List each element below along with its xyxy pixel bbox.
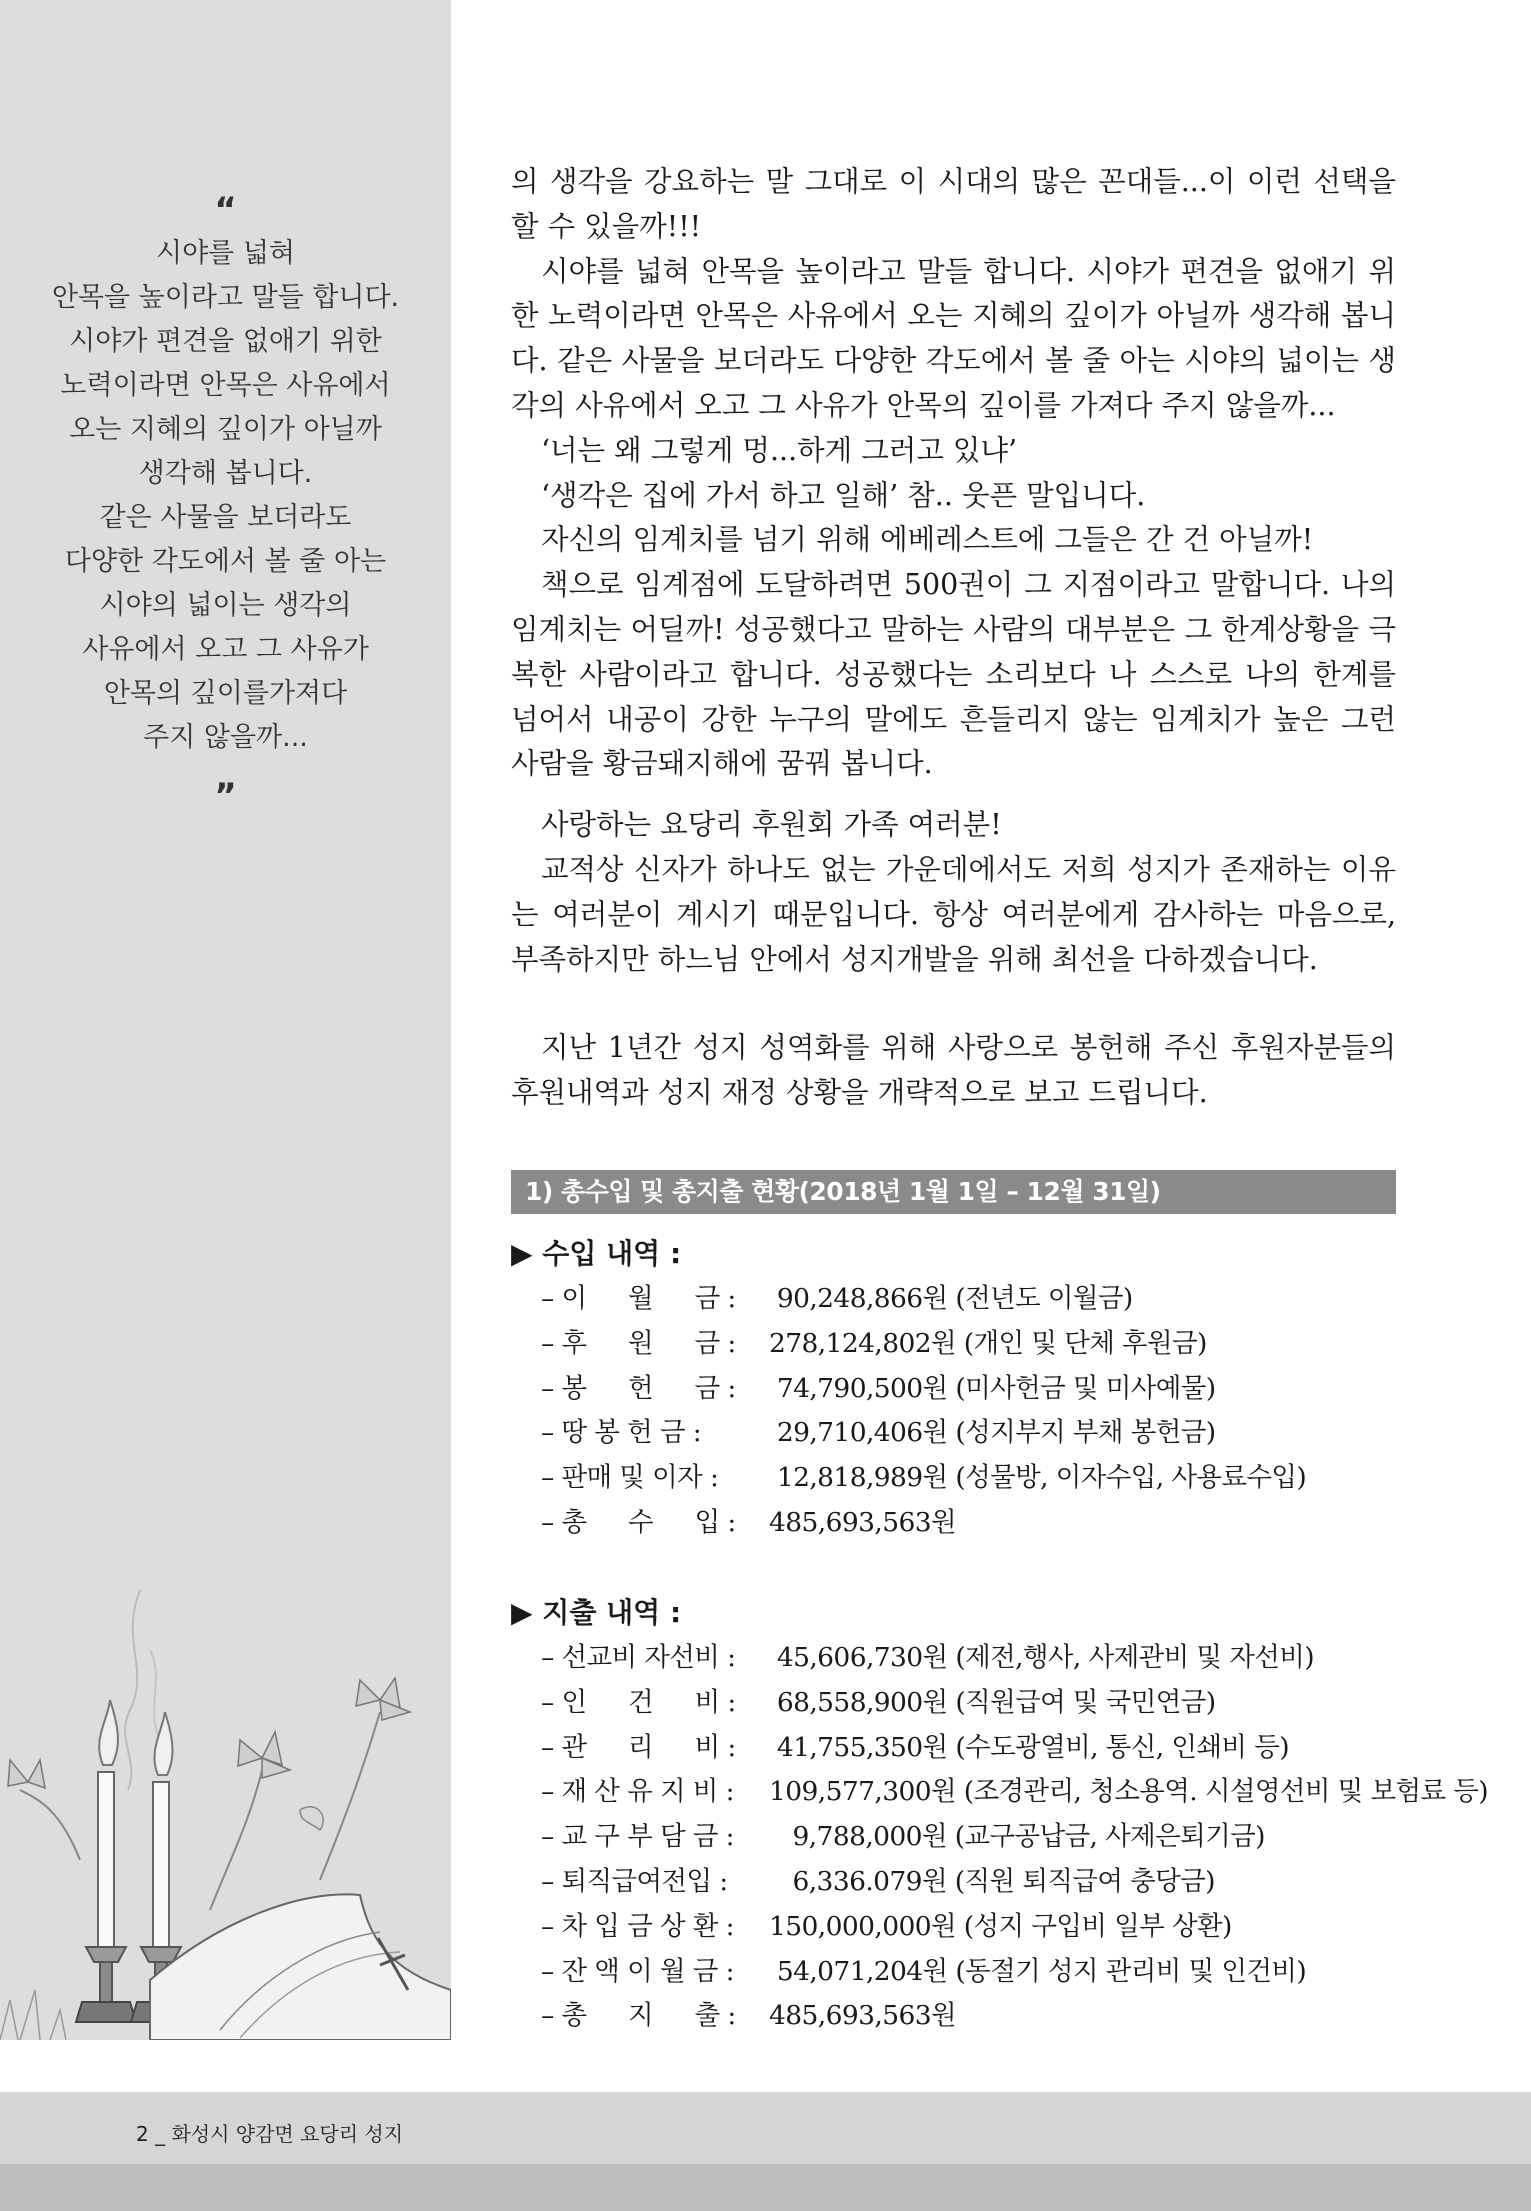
income-row <box>541 1456 1306 1501</box>
expense-label: – 차 입 금 상 환 : <box>541 1910 734 1942</box>
body-paragraph: 의 생각을 강요하는 말 그대로 이 시대의 많은 꼰대들...이 이런 선택을 할 수 있을까!!! <box>511 165 1396 243</box>
expense-value: 6,336.079원 (직원 퇴직급여 충당금) <box>769 1865 1215 1897</box>
expense-label: – 재 산 유 지 비 : <box>541 1776 734 1808</box>
income-row <box>541 1322 1306 1367</box>
income-label: – 이 월 금 : <box>541 1283 736 1314</box>
expense-label: – 퇴직급여전입 : <box>541 1865 728 1897</box>
pullquote-line: 오는 지혜의 깊이가 아닐까 <box>69 414 382 445</box>
expense-value: 485,693,563원 <box>769 2000 956 2032</box>
expense-value: 41,755,350원 (수도광열비, 통신, 인쇄비 등) <box>769 1731 1289 1763</box>
body-paragraph: ‘생각은 집에 가서 하고 일해’ 참.. 웃픈 말입니다. <box>541 478 1146 512</box>
footer-strip <box>0 2164 1531 2211</box>
pullquote-line: 시야를 넓혀 <box>156 238 295 269</box>
expense-label: – 총 지 출 : <box>541 2000 736 2032</box>
expense-label: – 관 리 비 : <box>541 1731 736 1763</box>
expense-value: 54,071,204원 (동절기 성지 관리비 및 인건비) <box>769 1955 1307 1987</box>
pullquote-line: 안목을 높이라고 말들 합니다. <box>51 282 400 313</box>
expense-value: 68,558,900원 (직원급여 및 국민연금) <box>769 1686 1216 1718</box>
income-list <box>541 1277 1306 1546</box>
expense-value: 9,788,000원 (교구공납금, 사제은퇴기금) <box>769 1821 1265 1853</box>
body-paragraph: 지난 1년간 성지 성역화를 위해 사랑으로 봉헌해 주신 후원자분들의 후원내역과 성지 재정 상황을 개략적으로 보고 드립니다. <box>511 1031 1396 1110</box>
income-row <box>541 1501 1306 1546</box>
income-row <box>541 1367 1306 1412</box>
expense-row <box>541 1815 1488 1860</box>
body-paragraph: 사랑하는 요당리 후원회 가족 여러분! <box>541 808 1002 842</box>
expense-row <box>541 1770 1488 1815</box>
expense-row <box>541 1726 1488 1771</box>
income-value: 74,790,500원 (미사헌금 및 미사예물) <box>769 1372 1216 1404</box>
pullquote-line: 노력이라면 안목은 사유에서 <box>60 370 391 401</box>
pullquote-line: 다양한 각도에서 볼 줄 아는 <box>64 546 387 577</box>
income-list-title: ▶ 수입 내역 : <box>511 1237 682 1270</box>
expense-row <box>541 1636 1488 1681</box>
income-row <box>541 1411 1306 1456</box>
pullquote-line: 생각해 봅니다. <box>138 458 313 489</box>
income-label: – 봉 헌 금 : <box>541 1372 736 1404</box>
body-paragraph: 교적상 신자가 하나도 없는 가운데에서도 저희 성지가 존재하는 이유는 여러분이 계시기 때문입니다. 항상 여러분에게 감사하는 마음으로, 부족하지만 하느님 안에서 성지개발을 위해 최선을 다하겠습니다. <box>511 852 1396 976</box>
expense-row <box>541 1950 1488 1995</box>
expense-label: – 인 건 비 : <box>541 1686 736 1718</box>
body-paragraph: 자신의 임계치를 넘기 위해 에베레스트에 그들은 간 건 아닐까! <box>541 523 1314 557</box>
expense-value: 45,606,730원 (제전,행사, 사제관비 및 자선비) <box>769 1642 1314 1673</box>
income-label: – 총 수 입 : <box>541 1506 736 1538</box>
pullquote-line: 사유에서 오고 그 사유가 <box>82 634 369 665</box>
body-paragraph: 시야를 넓혀 안목을 높이라고 말들 합니다. 시야가 편견을 없애기 위한 노력이라면 안목은 사유에서 오는 지혜의 깊이가 아닐까 생각해 봅니다. 같은 사물을 보더라도 다양한 각도에서 볼 줄 아는 시야의 넓이는 생각의 사유에서 오고 그 사유가 안목의 깊이를 가져다 주지 않을까... <box>511 254 1396 422</box>
income-value: 29,710,406원 (성지부지 부채 봉헌금) <box>769 1417 1216 1449</box>
section-heading-bar: 1) 총수입 및 총지출 현황(2018년 1월 1일 – 12월 31일) <box>511 1170 1396 1214</box>
expense-row <box>541 1860 1488 1905</box>
income-label: – 땅 봉 헌 금 : <box>541 1417 702 1449</box>
expense-value: 150,000,000원 (성지 구입비 일부 상환) <box>769 1910 1232 1942</box>
pullquote-line: 같은 사물을 보더라도 <box>99 502 352 533</box>
body-paragraph: 책으로 임계점에 도달하려면 500권이 그 지점이라고 말합니다. 나의 임계치는 어딜까! 성공했다고 말하는 사람의 대부분은 그 한계상황을 극복한 사람이라고 합니다. 성공했다는 소리보다 나 스스로 나의 한계를 넘어서 내공이 강한 누구의 말에도 흔들리지 않는 임계치가 높은 그런 사람을 황금돼지해에 꿈꿔 봅니다. <box>511 568 1396 781</box>
income-label: – 후 원 금 : <box>541 1327 736 1359</box>
expense-label: – 교 구 부 담 금 : <box>541 1821 734 1853</box>
expense-list <box>541 1636 1488 2039</box>
pullquote-line: 안목의 깊이를가져다 <box>103 678 348 709</box>
income-value: 485,693,563원 <box>769 1506 956 1538</box>
expense-row <box>541 1905 1488 1950</box>
candles-and-open-bible-illustration <box>0 1560 451 2040</box>
pullquote-line: 주지 않을까... <box>143 722 308 753</box>
sidebar-panel <box>0 0 451 2040</box>
income-value: 90,248,866원 (전년도 이월금) <box>769 1283 1133 1314</box>
page-number-and-publication: 2 _ 화성시 양감면 요당리 성지 <box>136 2122 404 2146</box>
expense-value: 109,577,300원 (조경관리, 청소용역. 시설영선비 및 보험료 등) <box>769 1776 1489 1808</box>
open-quote-mark: “ <box>214 190 237 230</box>
income-value: 12,818,989원 (성물방, 이자수입, 사용료수입) <box>769 1462 1307 1494</box>
body-paragraph: ‘너는 왜 그렇게 멍...하게 그러고 있냐’ <box>541 433 1018 467</box>
close-quote-mark: ” <box>214 776 237 816</box>
expense-row <box>541 1994 1488 2039</box>
expense-row <box>541 1681 1488 1726</box>
income-row <box>541 1277 1306 1322</box>
expense-list-title: ▶ 지출 내역 : <box>511 1596 682 1629</box>
expense-label: – 잔 액 이 월 금 : <box>541 1955 734 1987</box>
expense-label: – 선교비 자선비 : <box>541 1642 736 1673</box>
income-label: – 판매 및 이자 : <box>541 1462 719 1494</box>
income-value: 278,124,802원 (개인 및 단체 후원금) <box>769 1327 1207 1359</box>
pullquote <box>0 232 451 760</box>
main-article <box>511 160 1396 1116</box>
pullquote-line: 시야가 편견을 없애기 위한 <box>69 326 382 357</box>
pullquote-line: 시야의 넓이는 생각의 <box>99 590 352 621</box>
